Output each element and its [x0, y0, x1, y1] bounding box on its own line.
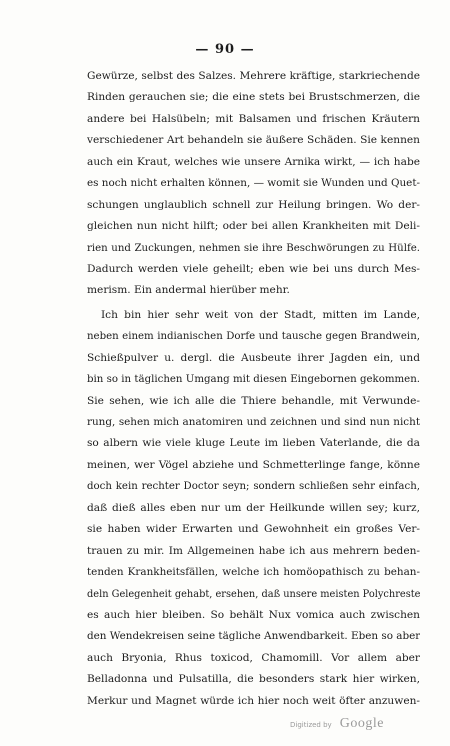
digitized-by-google-watermark — [290, 712, 384, 732]
text-line: es noch nicht erhalten können, — womit sie Wunden und Quet- — [87, 177, 420, 190]
text-line: andere bei Halsübeln; mit Balsamen und frischen Kräutern — [87, 112, 420, 125]
watermark-prefix: Digitized by — [290, 721, 332, 729]
text-line: Dadurch werden viele geheilt; eben wie bei uns durch Mes- — [87, 262, 420, 275]
page-number: — 90 — — [195, 42, 255, 57]
text-line: sie haben wider Erwarten und Gewohnheit ein großes Ver- — [87, 523, 420, 536]
text-line: Sie sehen, wie ich alle die Thiere behandle, mit Verwunde- — [87, 394, 420, 407]
text-line: rung, sehen mich anatomiren und zeichnen und sind nun nicht — [87, 416, 420, 428]
text-line: auch Bryonia, Rhus toxicod, Chamomill. Vor allem aber — [87, 651, 420, 664]
text-line: meinen, wer Vögel abziehe und Schmetterlinge fange, könne — [87, 458, 420, 471]
text-line: tenden Krankheitsfällen, welche ich homöopathisch zu behan- — [87, 566, 420, 579]
text-line: Merkur und Magnet würde ich hier noch weit öfter anzuwen- — [87, 694, 420, 707]
text-line: verschiedener Art behandeln sie äußere Schäden. Sie kennen — [87, 134, 420, 147]
text-line: so albern wie viele kluge Leute im lieben Vaterlande, die da — [87, 437, 420, 450]
text-line: es auch hier bleiben. So behält Nux vomica auch zwischen — [87, 608, 420, 621]
text-line: Rinden gerauchen sie; die eine stets bei Brustschmerzen, die — [87, 91, 420, 104]
text-line: neben einem indianischen Dorfe und tausche gegen Brandwein, — [87, 331, 420, 343]
text-line: merism. Ein andermal hierüber mehr. — [87, 284, 290, 297]
text-line: doch kein rechter Doctor seyn; sondern schließen sehr einfach, — [87, 481, 420, 493]
text-line: Belladonna und Pulsatilla, die besonders stark hier wirken, — [87, 673, 420, 686]
text-line: Schießpulver u. dergl. die Ausbeute ihrer Jagden ein, und — [87, 351, 420, 364]
google-logo: Google — [339, 716, 384, 731]
text-line: schungen unglaublich schnell zur Heilung bringen. Wo der- — [87, 198, 420, 211]
text-line: Ich bin hier sehr weit von der Stadt, mitten im Lande, — [101, 308, 420, 321]
text-line: bin so in täglichen Umgang mit diesen Eingebornen gekommen. — [87, 374, 420, 386]
text-line: auch ein Kraut, welches wie unsere Arnika wirkt, — ich habe — [87, 155, 420, 168]
text-line: rien und Zuckungen, nehmen sie ihre Beschwörungen zu Hülfe. — [87, 242, 420, 254]
paragraph-1 — [87, 66, 420, 302]
text-line: deln Gelegenheit gehabt, ersehen, daß unsere meisten Polychreste — [87, 588, 420, 600]
text-body — [87, 66, 420, 712]
paragraph-2 — [87, 305, 420, 712]
text-line: den Wendekreisen seine tägliche Anwendbarkeit. Eben so aber — [87, 630, 420, 643]
text-line: Gewürze, selbst des Salzes. Mehrere kräftige, starkriechende — [87, 70, 420, 82]
text-line: trauen zu mir. Im Allgemeinen habe ich aus mehrern beden- — [87, 544, 420, 557]
text-line: daß dieß alles eben nur um der Heilkunde willen sey; kurz, — [87, 501, 420, 514]
text-line: gleichen nun nicht hilft; oder bei allen Krankheiten mit Deli- — [87, 220, 420, 233]
